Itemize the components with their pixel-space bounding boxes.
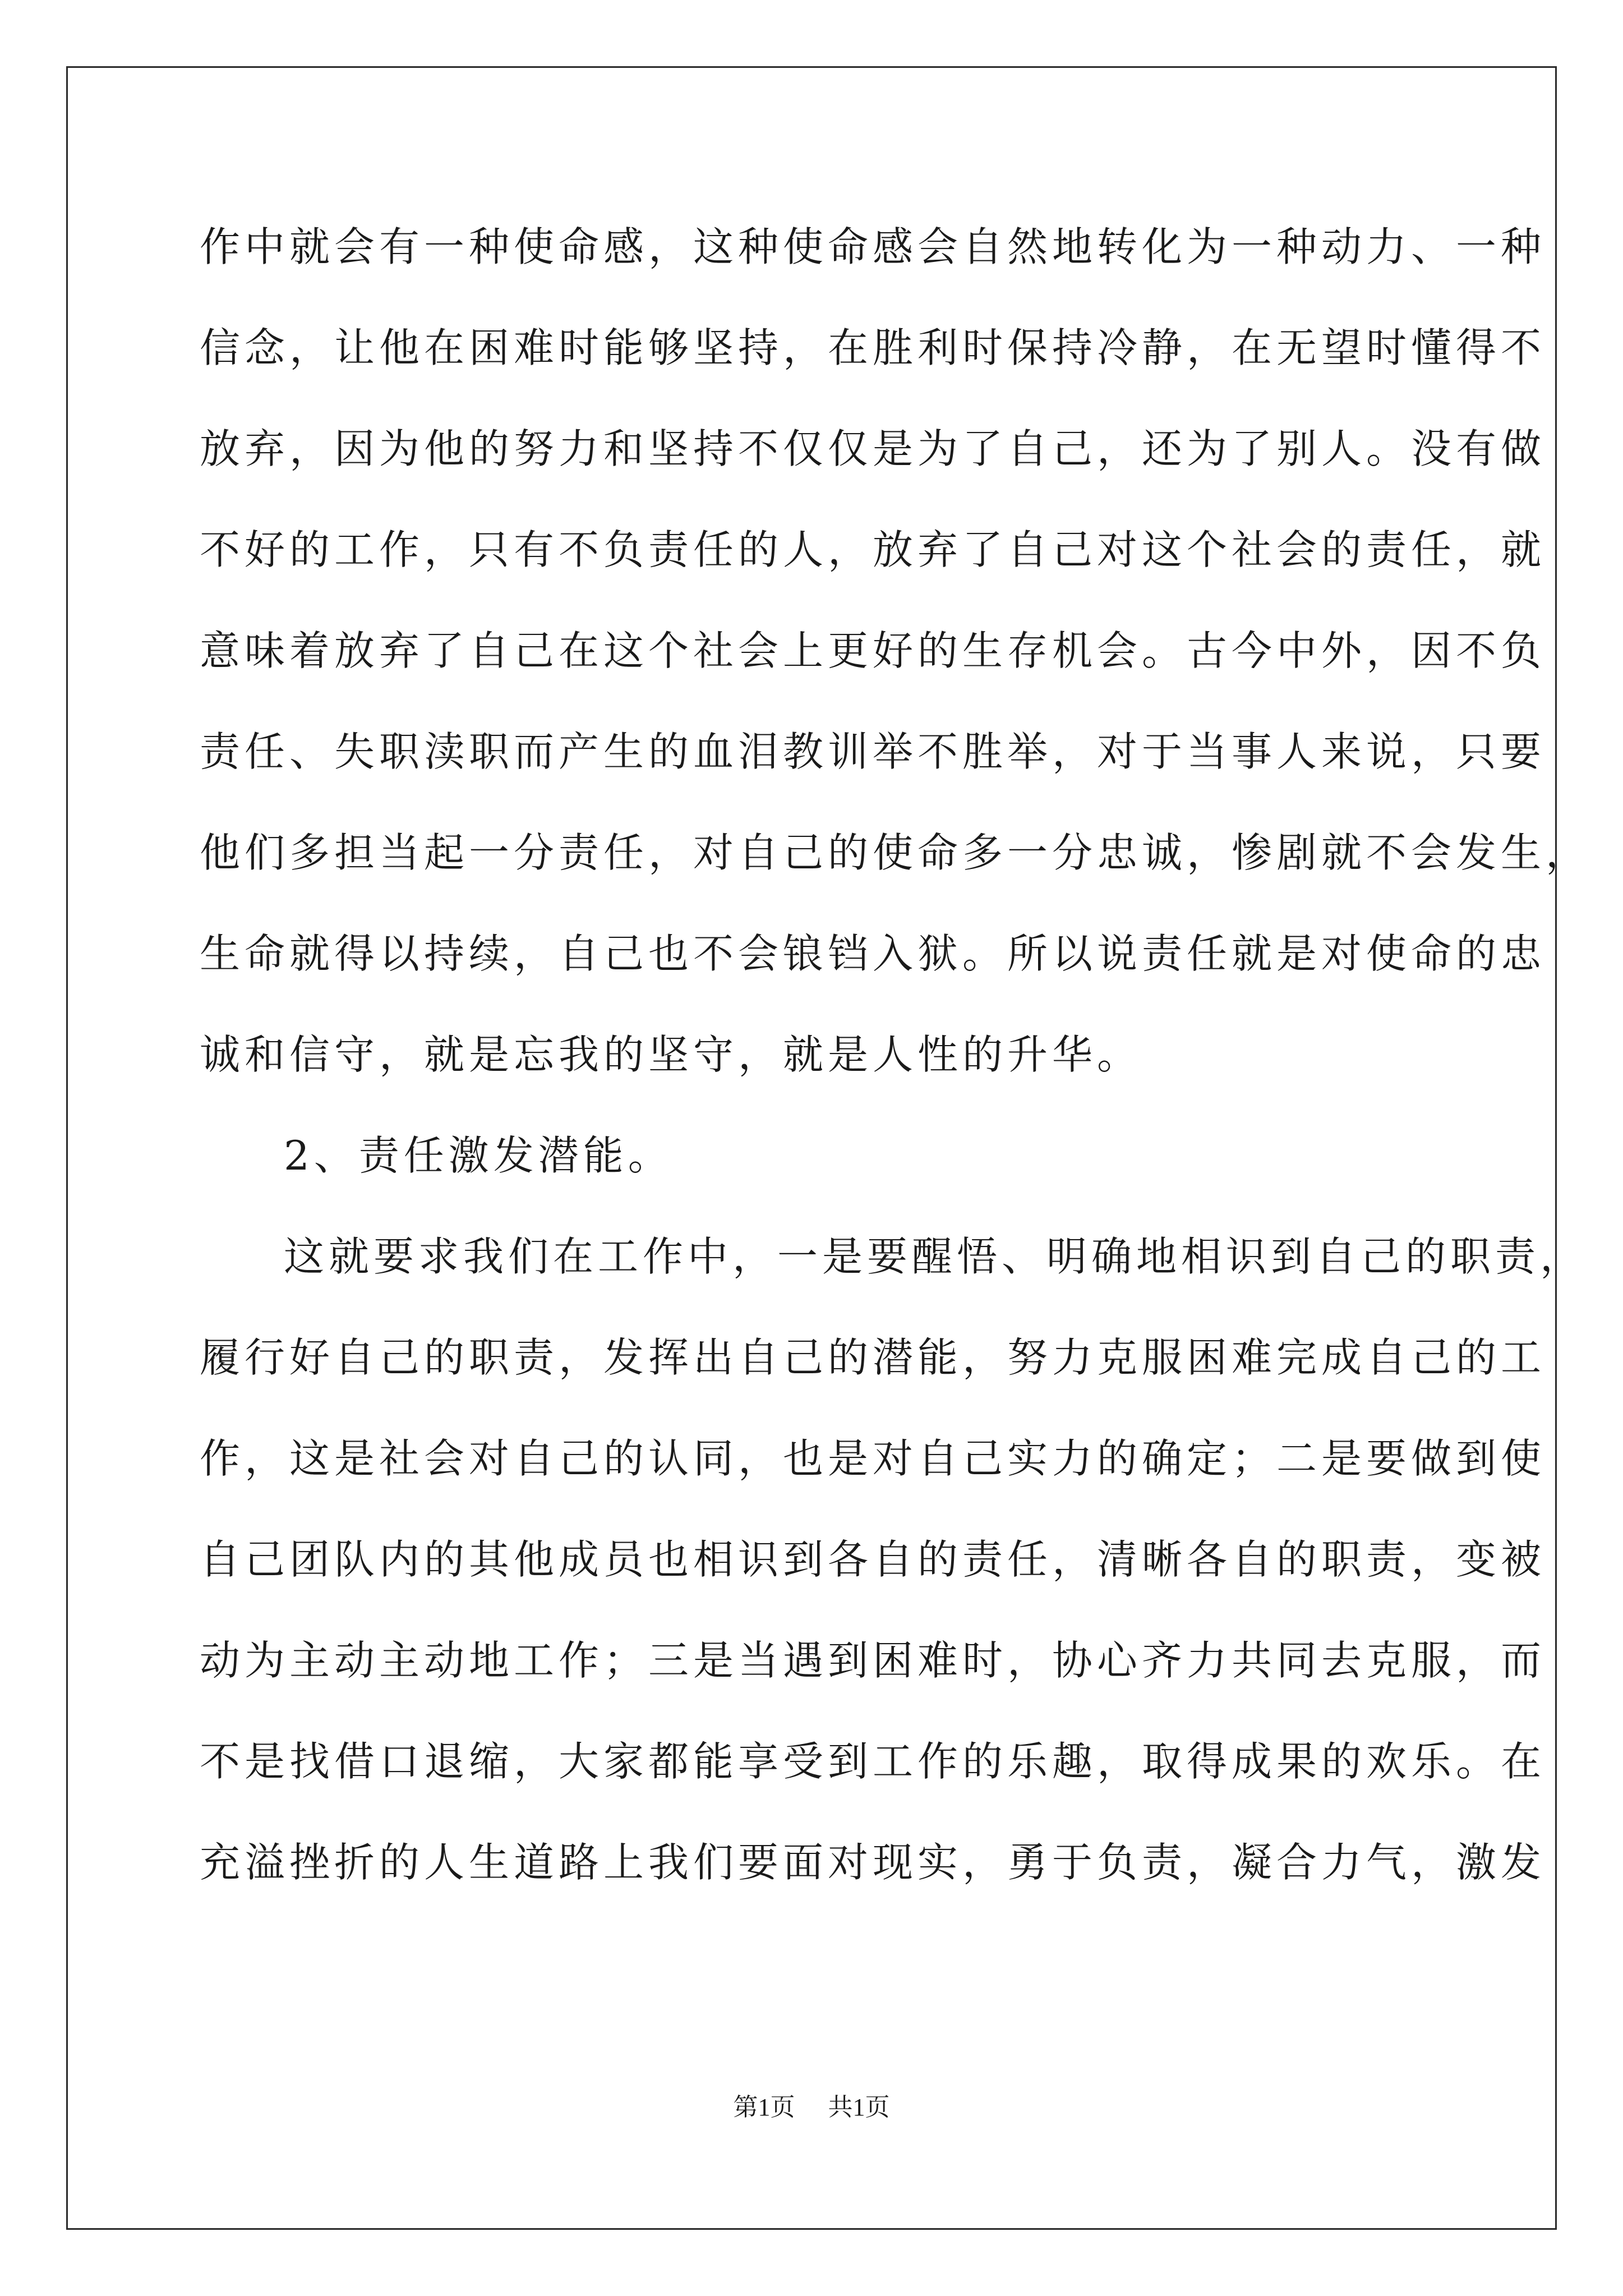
document-body [200,213,1591,1930]
section-heading: 2、责任激发潜能。 [284,1132,673,1179]
text-line: 意味着放弃了自己在这个社会上更好的生存机会。古今中外，因不负 [200,627,1546,674]
page-total: 共1页 [828,2093,890,2121]
text-line: 生命就得以持续，自己也不会锒铛入狱。所以说责任就是对使命的忠 [200,930,1546,977]
text-line: 信念，让他在困难时能够坚持，在胜利时保持冷静，在无望时懂得不 [200,324,1546,371]
text-line: 作，这是社会对自己的认同，也是对自己实力的确定；二是要做到使 [200,1435,1546,1482]
text-line: 责任、失职渎职而产生的血泪教训举不胜举，对于当事人来说，只要 [200,728,1546,775]
text-line: 他们多担当起一分责任，对自己的使命多一分忠诚，惨剧就不会发生， [200,829,1591,876]
text-line: 动为主动主动地工作；三是当遇到困难时，协心齐力共同去克服，而 [200,1637,1546,1684]
text-line: 充溢挫折的人生道路上我们要面对现实，勇于负责，凝合力气，激发 [200,1839,1546,1886]
text-line: 放弃，因为他的努力和坚持不仅仅是为了自己，还为了别人。没有做 [200,425,1546,472]
page-number: 第1页 [733,2093,795,2121]
text-line: 履行好自己的职责，发挥出自己的潜能，努力克服困难完成自己的工 [200,1334,1546,1381]
text-line: 不是找借口退缩，大家都能享受到工作的乐趣，取得成果的欢乐。在 [200,1738,1546,1785]
text-line: 作中就会有一种使命感，这种使命感会自然地转化为一种动力、一种 [200,223,1546,270]
text-line: 这就要求我们在工作中，一是要醒悟、明确地相识到自己的职责， [284,1233,1585,1280]
text-line: 自己团队内的其他成员也相识到各自的责任，清晰各自的职责，变被 [200,1536,1546,1583]
text-line: 不好的工作，只有不负责任的人，放弃了自己对这个社会的责任，就 [200,526,1546,573]
page-footer [0,2087,1623,2123]
text-line: 诚和信守，就是忘我的坚守，就是人性的升华。 [200,1031,1142,1078]
